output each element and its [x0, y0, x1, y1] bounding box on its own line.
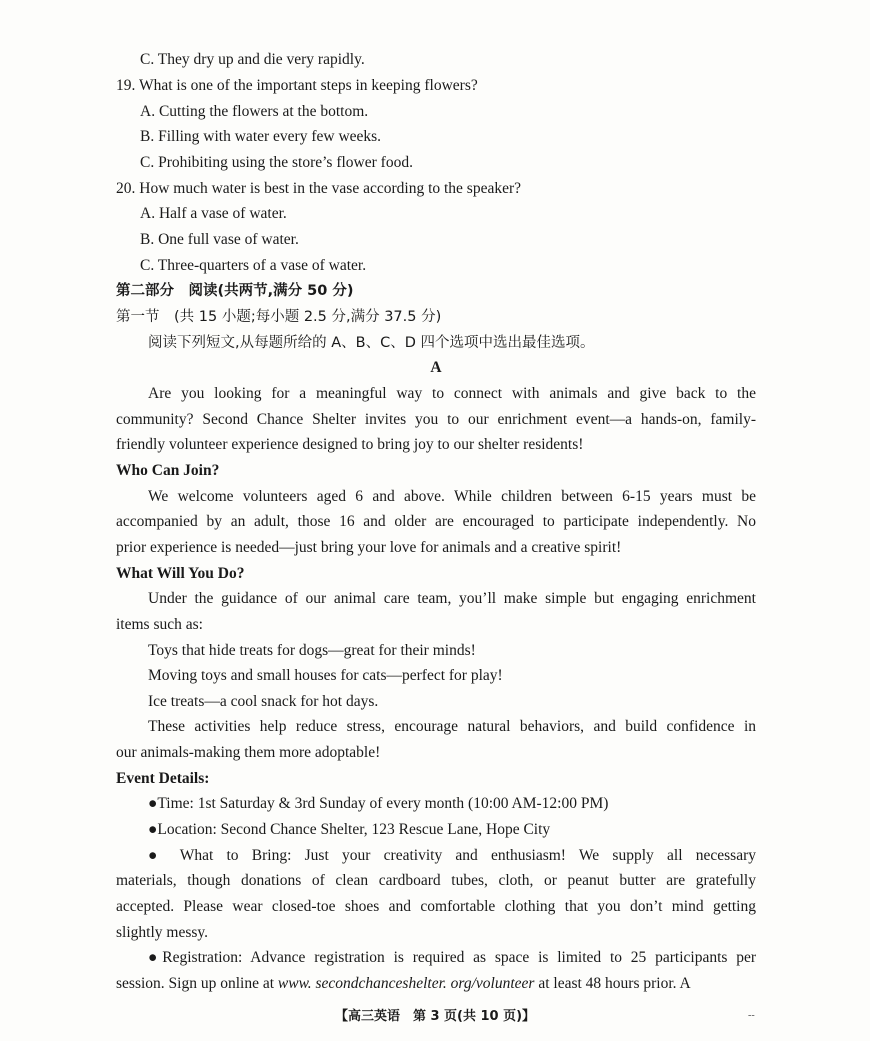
- event-time: ●Time: 1st Saturday & 3rd Sunday of every month (10:00 AM-12:00 PM): [148, 795, 609, 812]
- event-location: ●Location: Second Chance Shelter, 123 Rescue Lane, Hope City: [148, 821, 551, 838]
- bring-line-3: accepted. Please wear closed-toe shoes and comfortable clothing that you don’t mind getting: [116, 898, 756, 915]
- what-will-you-do-heading: What Will You Do?: [116, 565, 245, 582]
- what-line-1: Under the guidance of our animal care team, you’ll make simple but engaging enrichment: [148, 590, 756, 607]
- q20-option-a: A. Half a vase of water.: [140, 205, 287, 222]
- part-two-title: 第二部分 阅读(共两节,满分 50 分): [116, 283, 354, 299]
- bring-line-2: materials, though donations of clean cardboard tubes, cloth, or peanut butter are gratefully: [116, 872, 756, 889]
- registration-line-2: [116, 974, 691, 994]
- q18-option-c: C. They dry up and die very rapidly.: [140, 51, 365, 68]
- event-details-heading: Event Details:: [116, 770, 210, 787]
- passage-letter: A: [430, 359, 442, 376]
- what-line-2: items such as:: [116, 616, 203, 633]
- bring-line-4: slightly messy.: [116, 924, 209, 941]
- who-can-join-heading: Who Can Join?: [116, 462, 220, 479]
- q19-question: 19. What is one of the important steps in keeping flowers?: [116, 77, 478, 94]
- page-footer: 【高三英语 第 3 页(共 10 页)】: [334, 1009, 536, 1024]
- registration-line-1: ●Registration: Advance registration is required as space is limited to 25 participants per: [148, 949, 756, 966]
- corner-mark: --: [748, 1010, 755, 1021]
- benefit-line-1: These activities help reduce stress, encourage natural behaviors, and build confidence in: [148, 718, 756, 735]
- q20-question: 20. How much water is best in the vase according to the speaker?: [116, 180, 522, 197]
- who-line-3: prior experience is needed—just bring your love for animals and a creative spirit!: [116, 539, 622, 556]
- enrichment-item: Toys that hide treats for dogs—great for their minds!: [148, 642, 476, 659]
- intro-line-2: community? Second Chance Shelter invites you to our enrichment event—a hands-on, family-: [116, 411, 756, 428]
- section-one-title: 第一节 (共 15 小题;每小题 2.5 分,满分 37.5 分): [116, 309, 442, 325]
- q19-option-b: B. Filling with water every few weeks.: [140, 128, 382, 145]
- intro-line-1: Are you looking for a meaningful way to connect with animals and give back to the: [148, 385, 756, 402]
- benefit-line-2: our animals-making them more adoptable!: [116, 744, 381, 761]
- q20-option-c: C. Three-quarters of a vase of water.: [140, 257, 367, 274]
- registration-url: www. secondchanceshelter. org/volunteer: [277, 975, 535, 992]
- enrichment-item: Moving toys and small houses for cats—perfect for play!: [148, 667, 503, 684]
- enrichment-item: Ice treats—a cool snack for hot days.: [148, 693, 379, 710]
- registration-text-post: at least 48 hours prior. A: [534, 975, 691, 992]
- q19-option-c: C. Prohibiting using the store’s flower food.: [140, 154, 413, 171]
- who-line-2: accompanied by an adult, those 16 and older are encouraged to participate independently. No: [116, 513, 756, 530]
- bring-line-1: ● What to Bring: Just your creativity and enthusiasm! We supply all necessary: [148, 847, 756, 864]
- registration-text-pre: session. Sign up online at: [116, 975, 278, 992]
- reading-instructions: 阅读下列短文,从每题所给的 A、B、C、D 四个选项中选出最佳选项。: [148, 335, 595, 351]
- q20-option-b: B. One full vase of water.: [140, 231, 299, 248]
- who-line-1: We welcome volunteers aged 6 and above. While children between 6-15 years must be: [148, 488, 756, 505]
- q19-option-a: A. Cutting the flowers at the bottom.: [140, 103, 369, 120]
- intro-line-3: friendly volunteer experience designed to bring joy to our shelter residents!: [116, 436, 584, 453]
